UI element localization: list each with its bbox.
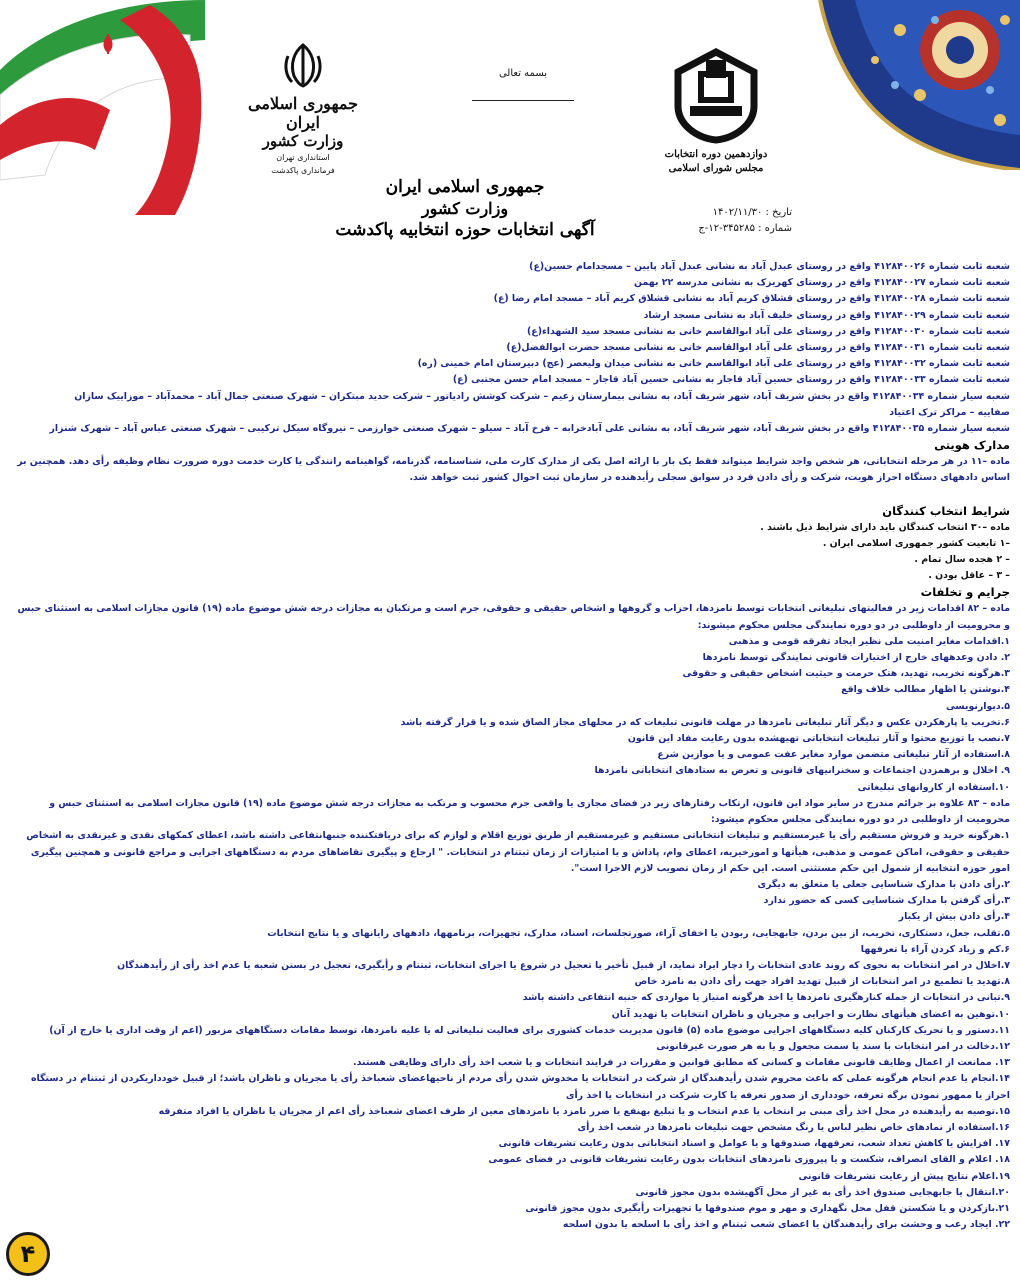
article82-item: ۶.تخریب یا پارهکردن عکس و دیگر آثار تبلیغاتی نامزدها در مهلت قانونی تبلیغات که در محلهای مجاز الصاق شده و یا قرار گرفته باشد — [400, 716, 1010, 728]
article82-item: ۱۰.استفاده از کاروانهای تبلیغاتی — [857, 781, 1010, 793]
basmala-underline — [472, 100, 574, 101]
section-gap — [12, 487, 1010, 503]
article82-item: ۷.نصب یا توزیع محتوا و آثار تبلیغات انتخاباتی تهیهشده بدون رعایت مفاد این قانون — [627, 733, 1010, 745]
article83-item: ۱۱.دستور و یا تحریک کارکنان کلیه دستگاههای اجرایی موضوع ماده (۵) قانون مدیریت خدمات کشوری برای فعالیت تبلیغاتی له یا علیه نامزدها، توسط مقامات دستگاههای مزبور (اعم از وقت اداری یا خارج از آن) — [49, 1024, 1010, 1036]
title-ministry: وزارت کشور — [421, 199, 509, 218]
article83-item: ۸.تهدید یا تطمیع در امر انتخابات از قبیل تهدید افراد جهت رأی دادن به نامزد خاص — [634, 976, 1010, 988]
announcement-titles — [300, 176, 630, 241]
branch-line: شعبه ثابت شماره ۴۱۲۸۴۰۰۳۲ واقع در روستای علی آباد ابوالقاسم خانی به نشانی میدان ولیعصر (عج) دبیرستان امام خمینی (ره) — [417, 358, 1010, 370]
voters-line: – ۲ هجده سال تمام . — [914, 554, 1010, 566]
article82-item: ۳.هرگونه تخریب، تهدید، هتک حرمت و حیثیت اشخاص حقیقی و حقوقی — [682, 668, 1010, 680]
branch-line: شعبه ثابت شماره ۴۱۲۸۴۰۰۳۰ واقع در روستای علی آباد ابوالقاسم خانی به نشانی مسجد سید الشهداء(ع) — [527, 325, 1010, 337]
iran-flag-graphic — [0, 0, 205, 215]
article83-item: ۱۴.انجام یا عدم انجام هرگونه عملی که باعث محروم شدن رأیدهندگان از شرکت در انتخابات یا مخدوش شدن رأی مردم از ناحیهاعضای شعباخذ رأی یا مجریان و ناظران باشد؛ از قبیل خودداریکردن از ثبتنام در دستگاه احراز یا ممهور نمودن برگه تعرفه، خودداری از صدور تعرفه یا کارت شرکت در انتخابات یا اخذ رأی — [31, 1073, 1010, 1101]
article83-item: ۴.رأی دادن بیش از یکبار — [898, 911, 1010, 923]
branch-line: شعبه ثابت شماره ۴۱۲۸۴۰۰۲۹ واقع در روستای خلیف آباد به نشانی مسجد ارشاد — [643, 309, 1010, 321]
article83-item: ۱۲.دخالت در امر انتخابات با سند یا سمت مجعول و یا به هر صورت غیرقانونی — [656, 1040, 1010, 1052]
branch-line: شعبه ثابت شماره ۴۱۲۸۴۰۰۲۶ واقع در روستای عبدل آباد به نشانی عبدل آباد پایین – مسجدامام حسین(ع) — [529, 261, 1010, 272]
voters-line: – ۳ – عاقل بودن . — [928, 570, 1010, 582]
article83-item: ۲۰.انتقال یا جابهجایی صندوق اخذ رأی به غیر از محل آگهیشده بدون مجوز قانونی — [635, 1186, 1010, 1198]
article83-item: ۱۰.توهین به اعضای هیأتهای نظارت و اجرایی و مجریان و ناظران انتخابات یا تهدید آنان — [611, 1008, 1010, 1020]
article83-item: ۹.تبانی در انتخابات از جمله کنارهگیری نامزدها یا اخذ هرگونه امتیاز یا مواردی که جنبه انتفاعی داشته باشد — [522, 992, 1010, 1004]
election-caption2: مجلس شورای اسلامی — [668, 163, 764, 174]
article82-item: ۱.اقدامات مغایر امنیت ملی نظیر ایجاد تفرقه قومی و مذهبی — [728, 635, 1010, 647]
date-number-box — [672, 205, 792, 237]
article83-item: ۱۶.استفاده از نمادهای خاص نظیر لباس یا رنگ مشخص جهت تبلیغات نامزدها در شعب اخذ رأی — [577, 1121, 1010, 1133]
document-date: تاریخ : ۱۴۰۲/۱۱/۳۰ — [712, 207, 792, 218]
article82-item: ۲. دادن وعدههای خارج از اختیارات قانونی نمایندگی توسط نامزدها — [702, 652, 1010, 664]
title-country: جمهوری اسلامی ایران — [385, 177, 545, 197]
article82-item: ۵.دیوارنویسی — [945, 700, 1010, 712]
identity-heading: مدارک هویتی — [934, 438, 1010, 453]
announcement-body — [12, 259, 1010, 1233]
page-number-badge — [6, 1232, 50, 1276]
article83-item: ۶.کم و زیاد کردن آراء یا تعرفهها — [860, 943, 1010, 955]
page-number: ۴ — [20, 1240, 36, 1268]
allah-emblem-icon — [280, 42, 326, 88]
article83-item: ۱۹.اعلام نتایج پیش از رعایت تشریفات قانونی — [798, 1170, 1010, 1182]
document-number: شماره : ۳۴۵۲۸۵-۱۲-ج — [698, 223, 792, 234]
article83-item: ۷.اخلال در امر انتخابات به نحوی که روند عادی انتخابات را دچار ایراد نماید، از قبیل تأخیر یا تعجیل در شروع یا اجرای انتخابات، ثبتنام و رأیگیری، تعجیل در بستن شعبه یا عدم اخذ رأی از رأیدهندگان — [117, 959, 1010, 971]
article82-item: ۸.استفاده از آثار تبلیغاتی متضمن موارد مغایر عفت عمومی و یا موازین شرع — [657, 749, 1010, 761]
article83-item: ۵.تقلب، جعل، دستکاری، تخریب، از بین بردن، جابهجایی، ربودن یا اخفای آراء، صورتجلسات، اسناد، مدارک، تجهیزات، برنامهها، دادههای رایانهای و یا نتایج انتخابات — [267, 927, 1010, 939]
ministry-sub2: فرمانداری پاکدشت — [271, 166, 335, 175]
branch-line: صفاییه – مراکز ترک اعتیاد — [889, 406, 1010, 418]
branch-line: شعبه سیار شماره ۴۱۲۸۴۰۰۳۴ واقع در بخش شریف آباد، شهر شریف آباد، به نشانی بیمارستان زعیم – شرکت کوشش رادیاتور – شرکت حدید مبتکران – شهرک صنعتی جمال آباد – محمدآباد – موزاییک سازان — [74, 390, 1010, 402]
voters-line: ماده –۳۰ انتخاب کنندگان باید دارای شرایط ذیل باشند . — [760, 521, 1010, 533]
election-caption1: دوازدهمین دوره انتخابات — [664, 149, 768, 160]
basmala: بسمه تعالی — [498, 68, 548, 79]
identity-text: ماده –۱۱ در هر مرحله انتخاباتی، هر شخص واجد شرایط میتواند فقط یک بار با ارائه اصل یکی از مدارک کارت ملی، شناسنامه، گذرنامه، گواهینامه رانندگی یا کارت خدمت دوره ضرورت نظام وظیفه رأی دهد. همچنین بر اساس دادههای دستگاه احراز هویت، شرکت و رأی دادن فرد در سوابق سجلی رأیدهنده در سازمان ثبت احوال کشور ثبت خواهد شد. — [17, 456, 1010, 484]
article83-item: ۳.رأی گرفتن با مدارک شناسایی کسی که حضور ندارد — [763, 895, 1010, 907]
article82-item: ۴.نوشتن یا اظهار مطالب خلاف واقع — [841, 684, 1010, 696]
voters-line: –۱ تابعیت کشور جمهوری اسلامی ایران . — [822, 537, 1010, 549]
branch-line: شعبه ثابت شماره ۴۱۲۸۴۰۰۳۱ واقع در روستای علی آباد ابوالقاسم خانی به نشانی مسجد حضرت ابوالفضل(ع) — [506, 342, 1010, 354]
article83-item: ۱۵.توصیه به رأیدهنده در محل اخذ رأی مبنی بر انتخاب یا عدم انتخاب و یا تبلیغ بهنفع یا ضرر نامزد یا نامزدهای معین از طرف اعضای شعباخذ رأی اعم از مجریان یا ناظران یا افراد متفرقه — [158, 1105, 1010, 1117]
branch-list — [12, 259, 1010, 437]
article83-item: ۲.رأی دادن با مدارک شناسایی جعلی یا متعلق به دیگری — [757, 878, 1010, 890]
article83-item: ۲۲. ایجاد رعب و وحشت برای رأیدهندگان یا اعضای شعب ثبتنام و اخذ رأی با اسلحه یا بدون اسلحه — [562, 1219, 1010, 1231]
ministry-logo-line2: وزارت کشور — [262, 132, 344, 150]
ministry-sub1: استانداری تهران — [276, 153, 330, 162]
election-logo — [660, 44, 772, 176]
article83-item: ۱۸. اعلام و القای انصراف، شکست و یا پیروزی نامزدهای انتخابات بدون رعایت تشریفات قانونی در فضای عمومی — [488, 1154, 1010, 1166]
branch-line: شعبه سیار شماره ۴۱۲۸۴۰۰۳۵ واقع در بخش شریف آباد، شهر شریف آباد، به نشانی علی آبادخرابه – فرخ آباد – سیلو – شهرک صنعتی خوارزمی – نیروگاه سیکل ترکیبی – شهرک صنعتی عباس آباد – شهرک شنزار — [49, 423, 1010, 435]
ministry-logo-line1: جمهوری اسلامی ایران — [248, 94, 358, 132]
branch-line: شعبه ثابت شماره ۴۱۲۸۴۰۰۲۸ واقع در روستای قشلاق کریم آباد به نشانی قشلاق کریم آباد – مسجد امام رضا (ع) — [493, 293, 1010, 305]
ministry-logo — [238, 42, 368, 176]
branch-line: شعبه ثابت شماره ۴۱۲۸۴۰۰۳۳ واقع در روستای حسین آباد قاجار به نشانی حسین آباد قاجار – مسجد امام حسن مجتبی (ع) — [452, 374, 1010, 386]
article83-intro: ماده – ۸۳ علاوه بر جرائم مندرج در سایر مواد این قانون، ارتکاب رفتارهای زیر در فضای مجازی یا واقعی جرم محسوب و مرتکب به مجازات درجه شش موضوع ماده (۱۹) قانون مجازات اسلامی به استثنای حبس و محرومیت از داوطلبی در دو دوره نمایندگی مجلس محکوم میشود: — [49, 797, 1010, 826]
title-announcement: آگهی انتخابات حوزه انتخابیه پاکدشت — [335, 220, 595, 240]
article83-item: ۲۱.بازکردن و یا شکستن قفل محل نگهداری و مهر و موم صندوقها یا تجهیزات رأیگیری بدون مجوز قانونی — [525, 1202, 1010, 1214]
article83-item: ۱۳. ممانعت از اعمال وظایف قانونی مقامات و کسانی که مطابق قوانین و مقررات در فرایند انتخابات و یا شعب اخذ رأی دارای وظایفی هستند. — [353, 1057, 1010, 1069]
branch-line: شعبه ثابت شماره ۴۱۲۸۴۰۰۲۷ واقع در روستای کهریزک به نشانی مدرسه ۲۲ بهمن — [634, 277, 1010, 289]
persian-tile-ornament — [800, 0, 1020, 170]
article83-item: ۱۷. افزایش یا کاهش تعداد شعب، تعرفهها، صندوقها و یا عوامل و اسناد انتخاباتی بدون رعایت تشریفات قانونی — [498, 1138, 1010, 1150]
crimes-heading: جرایم و تخلفات — [920, 585, 1010, 600]
ballot-box-icon — [666, 44, 766, 144]
article82-item: ۹. اخلال و برهمزدن اجتماعات و سخنرانیهای قانونی و تعرض به ستادهای انتخاباتی نامزدها — [594, 765, 1010, 777]
article82-intro: ماده – ۸۲ اقدامات زیر در فعالیتهای تبلیغاتی انتخابات توسط نامزدها، احزاب و گروهها و اشخاص حقیقی و حقوقی، جرم است و مرتکبان به مجازات درجه شش موضوع ماده (۱۹) قانون مجازات اسلامی به استثنای حبس و محرومیت از داوطلبی در دو دوره نمایندگی مجلس محکوم میشوند: — [17, 603, 1010, 631]
voters-heading: شرایط انتخاب کنندگان — [882, 503, 1010, 518]
article83-item: ۱.هرگونه خرید و فروش مستقیم رأی یا غیرمستقیم و تبلیغات انتخاباتی مستقیم و غیرمستقیم از طریق توزیع اقلام و لوازم که برای دریافتکننده جنبهانتفاعی داشته باشد، اعطای کمکهای نقدی و غیرنقدی به اشخاص حقیقی و حقوقی، اماکن عمومی و مذهبی، هیأتها و امورخیریه، اعطای وام، پاداش و یا امتیازات از زمان ثبتنام در انتخابات. " ارجاع و پیگیری تقاضاهای مردم به دستگاههای اجرایی و مراجع قانونی و همچنین پیگیری امور حوزه انتخابیه از شمول این حکم مستثنی است. این حکم از زمان تصویب لازم الاجرا است". — [26, 830, 1010, 874]
